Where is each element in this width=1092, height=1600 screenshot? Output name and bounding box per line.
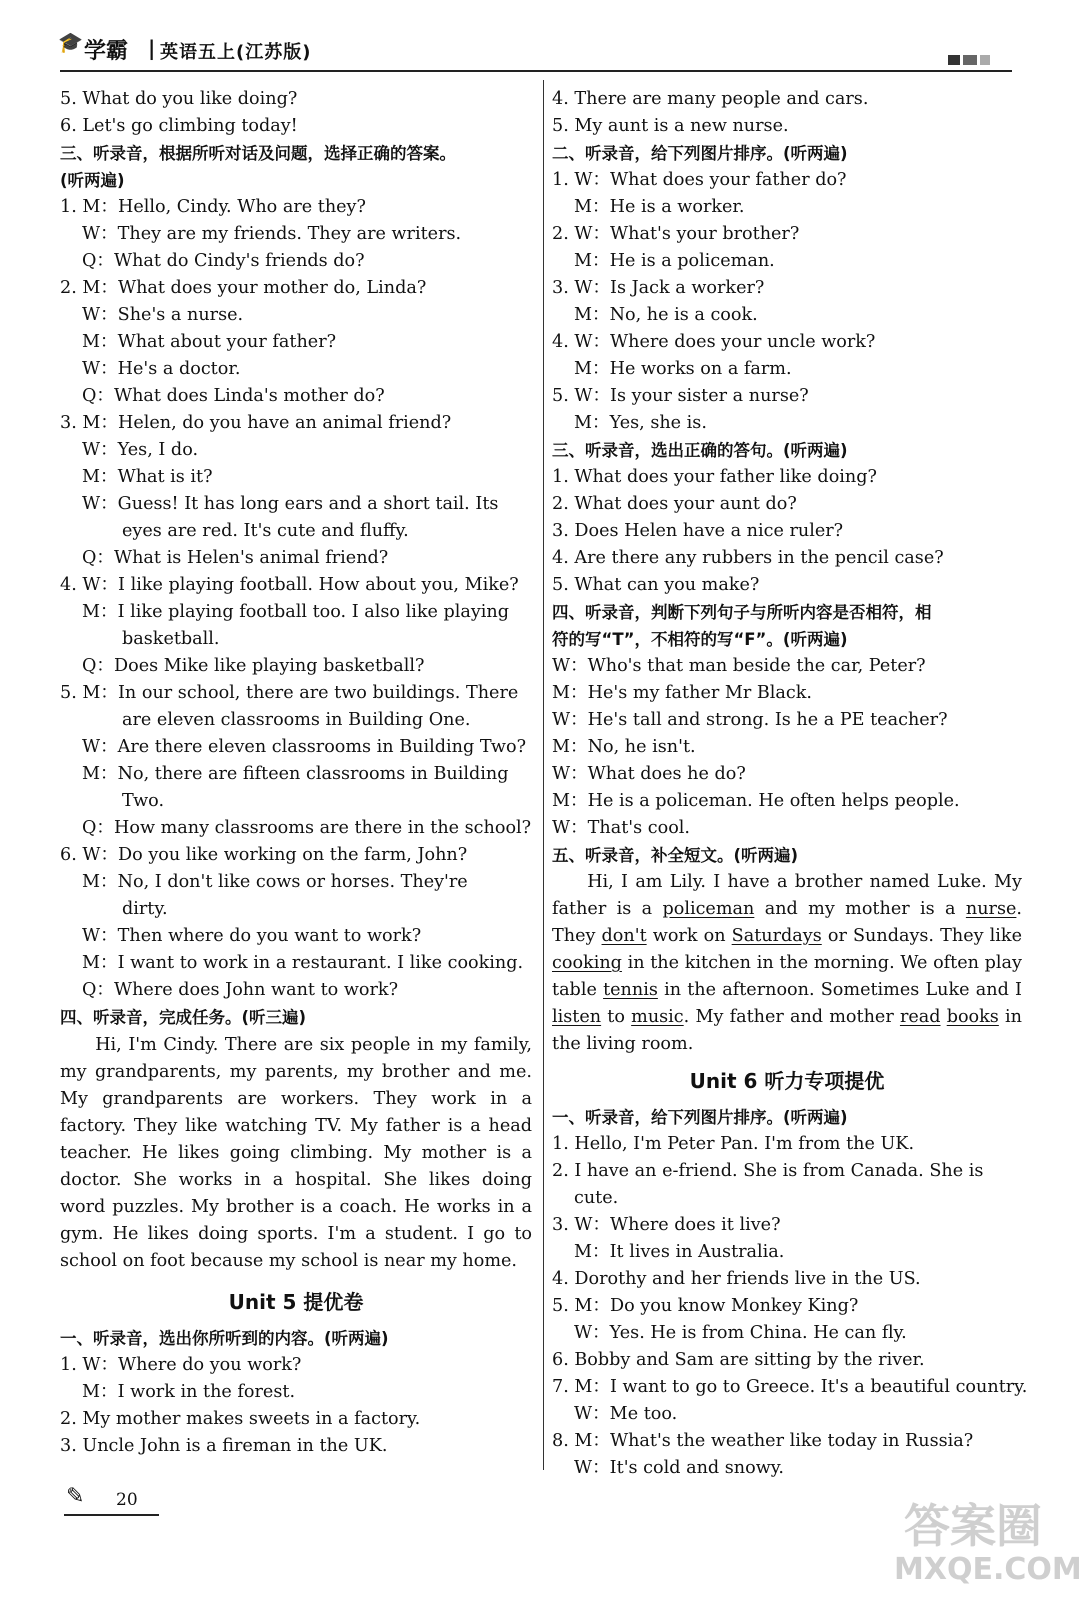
header-decoration bbox=[948, 50, 1008, 62]
text-line: Q：What do Cindy's friends do? bbox=[82, 251, 365, 271]
text-line: M：He is a policeman. He often helps people. bbox=[552, 791, 960, 811]
text-line: W：Are there eleven classrooms in Building Two? bbox=[82, 737, 527, 757]
text-line: W：Yes. He is from China. He can fly. bbox=[574, 1323, 907, 1343]
text-line: M：No, I don't like cows or horses. They're bbox=[82, 872, 468, 892]
text-line: 1. W：What does your father do? bbox=[552, 170, 847, 190]
text-line: W：Who's that man beside the car, Peter? bbox=[552, 656, 926, 676]
book-title: 英语五上(江苏版) bbox=[160, 42, 312, 63]
text-line: 2. W：What's your brother? bbox=[552, 224, 800, 244]
right-lines bbox=[552, 86, 1022, 869]
section-heading: 一、听录音，选出你所听到的内容。(听两遍) bbox=[60, 1329, 389, 1348]
page-footer bbox=[64, 1484, 159, 1516]
text-line: W：They are my friends. They are writers. bbox=[82, 224, 462, 244]
text-line: W：He's tall and strong. Is he a PE teacher? bbox=[552, 710, 948, 730]
section-heading: 一、听录音，给下列图片排序。(听两遍) bbox=[552, 1108, 848, 1127]
text-line: 5. What do you like doing? bbox=[60, 89, 298, 109]
passage-text: in the kitchen in the morning. We often play table bbox=[552, 953, 1022, 1000]
text-line: 1. Hello, I'm Peter Pan. I'm from the UK. bbox=[552, 1134, 915, 1154]
text-line: M：No, he isn't. bbox=[552, 737, 696, 757]
text-line: M：No, there are fifteen classrooms in Building bbox=[82, 764, 509, 784]
passage-text: . They bbox=[552, 899, 1022, 946]
passage-text: or Sundays. They like bbox=[821, 926, 1022, 946]
watermark-url: MXQE.COM bbox=[894, 1552, 1082, 1587]
text-line: W：Then where do you want to work? bbox=[82, 926, 422, 946]
filled-blank: listen bbox=[552, 1007, 602, 1027]
text-line: 7. M：I want to go to Greece. It's a beautiful country. bbox=[552, 1377, 1028, 1397]
text-line: 4. Dorothy and her friends live in the US. bbox=[552, 1269, 921, 1289]
section-heading: (听两遍) bbox=[60, 171, 125, 190]
text-line: W：Yes, I do. bbox=[82, 440, 199, 460]
text-line: M：No, he is a cook. bbox=[574, 305, 758, 325]
passage-text: in the living room. bbox=[552, 1007, 1022, 1054]
passage-text: in the afternoon. Sometimes Luke and I bbox=[657, 980, 1022, 1000]
section-heading: 三、听录音，根据所听对话及问题，选择正确的答案。 bbox=[60, 144, 456, 163]
passage-text: Hi, I am Lily. I have a brother named Luke. My father is a bbox=[552, 872, 1022, 919]
cindy-passage: Hi, I'm Cindy. There are six people in my family, my grandparents, my parents, my brother and me. My grandparents are workers. They work in a factory. They like watching TV. My father is a head teacher. He likes going climbing. My mother is a doctor. She works in a hospital. She likes doing word puzzles. My brother is a coach. He works in a gym. He likes doing sports. I'm a student. I go to school on foot because my school is near my home. bbox=[60, 1035, 532, 1271]
text-line: W：She's a nurse. bbox=[82, 305, 244, 325]
watermark-main: 答案圈 bbox=[904, 1499, 1042, 1553]
passage-text: to bbox=[601, 1007, 632, 1027]
section-heading: 三、听录音，选出正确的答句。(听两遍) bbox=[552, 441, 848, 460]
section-heading: 符的写“T”，不相符的写“F”。(听两遍) bbox=[552, 630, 848, 649]
text-line: Q：Does Mike like playing basketball? bbox=[82, 656, 425, 676]
watermark bbox=[880, 1490, 1080, 1590]
text-line: 4. Are there any rubbers in the pencil case? bbox=[552, 548, 944, 568]
text-line: M：What is it? bbox=[82, 467, 213, 487]
text-line: 3. W：Is Jack a worker? bbox=[552, 278, 765, 298]
text-line: 5. M：Do you know Monkey King? bbox=[552, 1296, 859, 1316]
text-line: 1. What does your father like doing? bbox=[552, 467, 877, 487]
text-line: 4. There are many people and cars. bbox=[552, 89, 869, 109]
text-line: 5. What can you make? bbox=[552, 575, 760, 595]
brand-logo: 学霸 bbox=[84, 39, 129, 64]
graduation-cap-icon: 🎓 bbox=[58, 30, 83, 54]
text-line: 6. W：Do you like working on the farm, John? bbox=[60, 845, 468, 865]
text-line: 5. M：In our school, there are two buildings. There bbox=[60, 683, 519, 703]
column-divider bbox=[543, 80, 544, 1470]
text-line: Q：What does Linda's mother do? bbox=[82, 386, 385, 406]
text-line: 4. W：Where does your uncle work? bbox=[552, 332, 876, 352]
text-line: M：He is a policeman. bbox=[574, 251, 775, 271]
filled-blank: music bbox=[631, 1007, 684, 1027]
unit5-title: Unit 5 提优卷 bbox=[228, 1290, 364, 1314]
text-line: M：It lives in Australia. bbox=[574, 1242, 785, 1262]
text-line: M：I work in the forest. bbox=[82, 1382, 296, 1402]
text-line: eyes are red. It's cute and fluffy. bbox=[122, 521, 409, 541]
section-heading: 二、听录音，给下列图片排序。(听两遍) bbox=[552, 144, 848, 163]
left-lines-after bbox=[60, 1325, 532, 1460]
text-line: W：That's cool. bbox=[552, 818, 691, 838]
section-heading: 四、听录音，判断下列句子与所听内容是否相符，相 bbox=[552, 603, 932, 622]
text-line: M：He's my father Mr Black. bbox=[552, 683, 813, 703]
text-line: 3. Uncle John is a fireman in the UK. bbox=[60, 1436, 388, 1456]
text-line: Q：What is Helen's animal friend? bbox=[82, 548, 389, 568]
text-line: dirty. bbox=[122, 899, 168, 919]
text-line: 6. Let's go climbing today! bbox=[60, 116, 298, 136]
unit6-title: Unit 6 听力专项提优 bbox=[689, 1069, 885, 1093]
text-line: M：He works on a farm. bbox=[574, 359, 792, 379]
text-line: W：Guess! It has long ears and a short tail. Its bbox=[82, 494, 499, 514]
text-line: M：He is a worker. bbox=[574, 197, 745, 217]
lily-passage bbox=[552, 869, 1022, 1058]
text-line: 2. My mother makes sweets in a factory. bbox=[60, 1409, 421, 1429]
text-line: are eleven classrooms in Building One. bbox=[122, 710, 471, 730]
text-line: 3. Does Helen have a nice ruler? bbox=[552, 521, 844, 541]
text-line: Q：Where does John want to work? bbox=[82, 980, 399, 1000]
text-line: 5. W：Is your sister a nurse? bbox=[552, 386, 809, 406]
header-separator: | bbox=[148, 36, 156, 60]
text-line: W：Me too. bbox=[574, 1404, 678, 1424]
text-line: M：I want to work in a restaurant. I like cooking. bbox=[82, 953, 524, 973]
passage-text: work on bbox=[646, 926, 732, 946]
left-lines bbox=[60, 86, 532, 1031]
pencil-icon: ✎ bbox=[66, 1484, 85, 1509]
text-line: M：I like playing football too. I also like playing bbox=[82, 602, 510, 622]
filled-blank: books bbox=[946, 1007, 999, 1027]
passage-text: . My father and mother bbox=[683, 1007, 900, 1027]
text-line: 1. M：Hello, Cindy. Who are they? bbox=[60, 197, 366, 217]
text-line: 4. W：I like playing football. How about you, Mike? bbox=[60, 575, 519, 595]
filled-blank: read bbox=[899, 1007, 941, 1027]
page-number: 20 bbox=[116, 1490, 138, 1510]
text-line: W：It's cold and snowy. bbox=[574, 1458, 784, 1478]
text-line: 2. What does your aunt do? bbox=[552, 494, 797, 514]
left-column bbox=[60, 86, 532, 1460]
right-lines-after bbox=[552, 1104, 1028, 1482]
passage-text: and my mother is a bbox=[754, 899, 966, 919]
text-line: 3. M：Helen, do you have an animal friend? bbox=[60, 413, 452, 433]
text-line: 6. Bobby and Sam are sitting by the river. bbox=[552, 1350, 925, 1370]
text-line: 8. M：What's the weather like today in Russia? bbox=[552, 1431, 974, 1451]
right-column bbox=[552, 86, 1028, 1482]
page-header bbox=[60, 28, 1012, 72]
filled-blank: cooking bbox=[552, 953, 622, 973]
text-line: Two. bbox=[122, 791, 165, 811]
text-line: Q：How many classrooms are there in the school? bbox=[82, 818, 532, 838]
text-line: 2. I have an e-friend. She is from Canada. She is bbox=[552, 1161, 984, 1181]
text-line: M：Yes, she is. bbox=[574, 413, 707, 433]
filled-blank: nurse bbox=[965, 899, 1017, 919]
filled-blank: tennis bbox=[603, 980, 658, 1000]
text-line: basketball. bbox=[122, 629, 220, 649]
text-line: W：What does he do? bbox=[552, 764, 746, 784]
section-heading: 五、听录音，补全短文。(听两遍) bbox=[552, 846, 799, 865]
text-line: W：He's a doctor. bbox=[82, 359, 241, 379]
filled-blank: policeman bbox=[662, 899, 755, 919]
text-line: M：What about your father? bbox=[82, 332, 337, 352]
filled-blank: don't bbox=[601, 926, 647, 946]
text-line: 5. My aunt is a new nurse. bbox=[552, 116, 789, 136]
filled-blank: Saturdays bbox=[731, 926, 822, 946]
text-line: cute. bbox=[574, 1188, 619, 1208]
section-heading: 四、听录音，完成任务。(听三遍) bbox=[60, 1008, 307, 1027]
text-line: 2. M：What does your mother do, Linda? bbox=[60, 278, 427, 298]
text-line: 1. W：Where do you work? bbox=[60, 1355, 302, 1375]
text-line: 3. W：Where does it live? bbox=[552, 1215, 781, 1235]
